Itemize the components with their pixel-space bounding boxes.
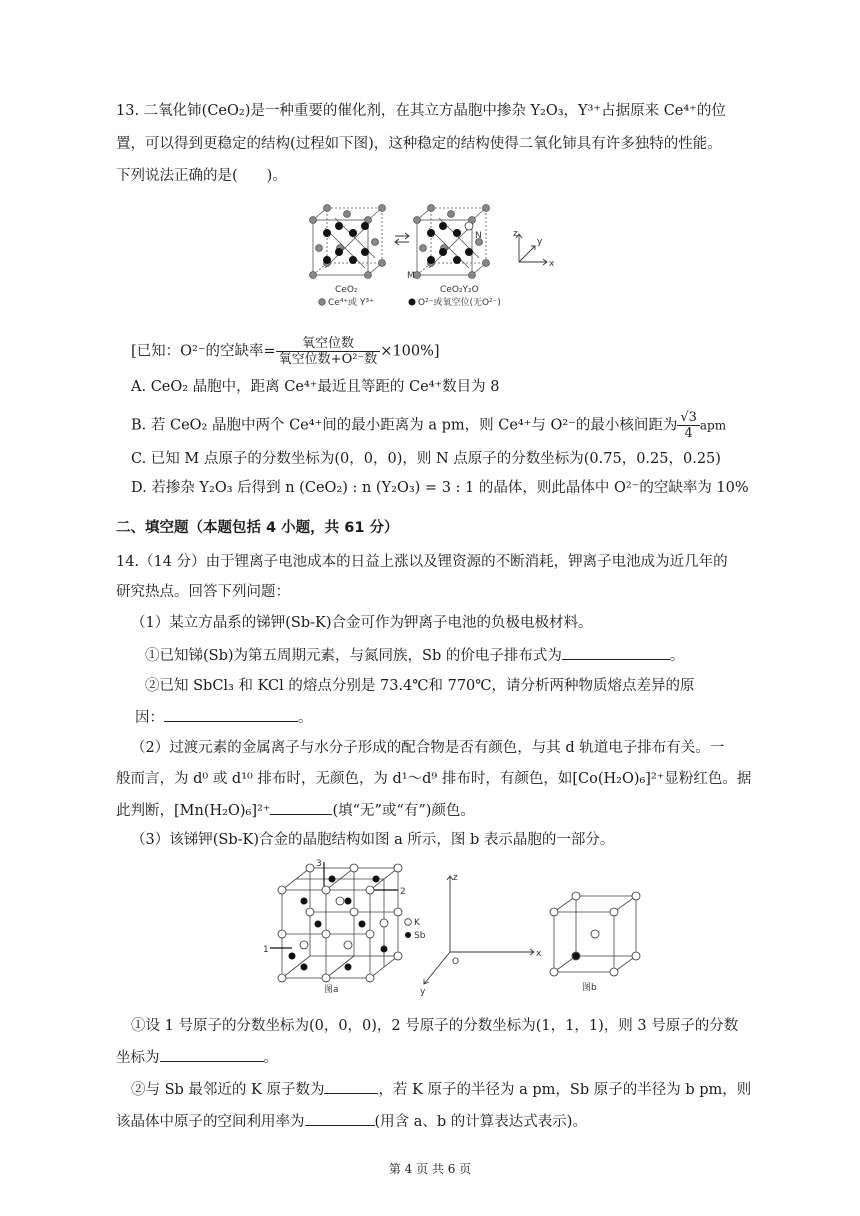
q14-part-3a-line1: ①设 1 号原子的分数坐标为(0，0，0)，2 号原子的分数坐标为(1，1，1)，则 3 号原子的分数 <box>131 1018 739 1034</box>
axis-x-label: x <box>549 259 555 269</box>
vacancy-fraction <box>276 336 381 367</box>
fig-axis-y: y <box>420 987 426 997</box>
q14-part-3a-line2 <box>116 1047 278 1068</box>
q14-part-1a <box>145 645 684 666</box>
known-prefix: [已知：O²⁻的空缺率= <box>131 343 276 360</box>
q14-part-3b-line2 <box>116 1111 587 1132</box>
part-1b-end: 。 <box>298 710 313 726</box>
caption-fig-b: 图b <box>582 983 597 993</box>
q14-line-2: 研究热点。回答下列问题： <box>116 584 290 600</box>
part-1a-text: ①已知锑(Sb)为第五周期元素，与氮同族，Sb 的价电子排布式为 <box>145 648 562 664</box>
part-3a-text: 坐标为 <box>116 1050 160 1066</box>
legend-ce-y: Ce⁴⁺或 Y³⁺ <box>328 298 374 308</box>
q14-part-2-line2: 般而言，为 d⁰ 或 d¹⁰ 排布时，无颜色，为 d¹～d⁹ 排布时，有颜色，如[Co(H₂O)₆]²⁺显粉红色。据 <box>116 771 752 787</box>
part-3b-text-2: ，若 K 原子的半径为 a pm，Sb 原子的半径为 b pm，则 <box>378 1082 752 1098</box>
part-3b-text: ②与 Sb 最邻近的 K 原子数为 <box>131 1082 325 1098</box>
figure-a-markers <box>270 862 398 948</box>
legend-black-dot <box>409 299 416 306</box>
caption-fig-a: 图a <box>324 985 339 995</box>
q13-line-3: 下列说法正确的是( )。 <box>116 168 287 184</box>
q14-part-1b-line2 <box>135 707 313 728</box>
blank-1a[interactable] <box>562 645 670 660</box>
fig-axis-z: z <box>453 873 458 883</box>
blank-3b-2[interactable] <box>305 1111 375 1126</box>
xyz-axes <box>516 234 547 265</box>
part-3a-end: 。 <box>263 1050 278 1066</box>
option-b-fraction <box>677 410 700 441</box>
marker-2: 2 <box>400 887 406 897</box>
blank-3b-1[interactable] <box>324 1079 378 1094</box>
axis-y-label: y <box>537 237 543 247</box>
sbk-crystal-figure <box>262 852 652 1002</box>
q14-part-3b-line1 <box>131 1079 751 1100</box>
blank-1b[interactable] <box>164 707 298 722</box>
point-n-label: N <box>475 231 482 241</box>
oxygen-vacancy <box>465 222 473 230</box>
point-m-label: M <box>407 271 415 281</box>
q13-known <box>131 336 440 367</box>
q14-part-1: （1）某立方晶系的锑钾(Sb-K)合金可作为钾离子电池的负极电极材料。 <box>131 615 593 631</box>
q13-option-c: C. 已知 M 点原子的分数坐标为(0，0，0)，则 N 点原子的分数坐标为(0.75，0.25，0.25) <box>131 451 721 467</box>
q14-part-2-line3 <box>116 800 475 821</box>
blank-2[interactable] <box>270 800 332 815</box>
fraction-denominator: 氧空位数+O²⁻数 <box>278 352 378 367</box>
legend-k-dot <box>405 919 412 926</box>
caption-ceo2: CeO₂ <box>335 285 358 295</box>
part-3b-line2-end: (用含 a、b 的计算表达式表示)。 <box>374 1114 587 1130</box>
q14-part-1b-line1: ②已知 SbCl₃ 和 KCl 的熔点分别是 73.4℃和 770℃，请分析两种物质熔点差异的原 <box>145 678 695 694</box>
q14-part-3: （3）该锑钾(Sb-K)合金的晶胞结构如图 a 所示，图 b 表示晶胞的一部分。 <box>131 832 615 848</box>
section-2-heading: 二、填空题（本题包括 4 小题，共 61 分） <box>116 520 399 536</box>
q14-line-1: 14.（14 分）由于锂离子电池成本的日益上涨以及锂资源的不断消耗，钾离子电池成为近几年的 <box>116 554 728 570</box>
marker-3: 3 <box>316 859 322 869</box>
legend-k: K <box>414 918 420 928</box>
caption-ceo2y2o: CeO₂Y₂O <box>440 285 479 295</box>
option-b-numerator: √3 <box>677 410 700 426</box>
option-b-denominator: 4 <box>684 426 693 441</box>
fraction-numerator: 氧空位数 <box>276 336 381 352</box>
part-1a-end: 。 <box>669 648 685 664</box>
fig-axis-x: x <box>536 949 542 959</box>
part-2-text: 此判断，[Mn(H₂O)₆]²⁺ <box>116 803 271 819</box>
known-suffix: ×100%] <box>380 343 440 360</box>
option-b-unit: apm <box>699 418 727 433</box>
option-b-text: B. 若 CeO₂ 晶胞中两个 Ce⁴⁺间的最小距离为 a pm，则 Ce⁴⁺与 O²⁻的最小核间距为 <box>131 417 678 434</box>
legend-o-vacancy: O²⁻或氧空位(无O²⁻) <box>418 298 501 308</box>
q13-option-a: A. CeO₂ 晶胞中，距离 Ce⁴⁺最近且等距的 Ce⁴⁺数目为 8 <box>131 379 500 395</box>
blank-3a[interactable] <box>160 1047 264 1062</box>
part-3b-line2-text: 该晶体中原子的空间利用率为 <box>116 1114 305 1130</box>
q13-option-d: D. 若掺杂 Y₂O₃ 后得到 n (CeO₂) : n (Y₂O₃) = 3 : 1 的晶体，则此晶体中 O²⁻的空缺率为 10% <box>131 480 749 496</box>
legend-grey-dot <box>319 299 326 306</box>
page-footer: 第 4 页 共 6 页 <box>388 1162 472 1176</box>
marker-1: 1 <box>263 945 269 955</box>
ceo2-crystal-figure <box>305 198 565 318</box>
fig-origin: O <box>452 957 460 967</box>
q13-option-b <box>131 410 726 441</box>
axis-z-label: z <box>513 229 518 239</box>
q13-line-2: 置，可以得到更稳定的结构(过程如下图)，这种稳定的结构使得二氧化铈具有许多独特的性能。 <box>116 136 722 152</box>
transform-arrow <box>395 233 409 245</box>
figure-axes <box>424 876 534 984</box>
q13-line-1: 13. 二氧化铈(CeO₂)是一种重要的催化剂，在其立方晶胞中掺杂 Y₂O₃，Y³⁺占据原来 Ce⁴⁺的位 <box>116 103 726 119</box>
part-2-end: (填“无”或“有”)颜色。 <box>332 803 475 819</box>
q14-part-2-line1: （2）过渡元素的金属离子与水分子形成的配合物是否有颜色，与其 d 轨道电子排布有关。一 <box>131 740 725 756</box>
sb-atom <box>573 953 580 960</box>
part-1b-text: 因： <box>135 710 164 726</box>
legend-sb-dot <box>405 932 411 938</box>
legend-sb: Sb <box>414 931 426 941</box>
